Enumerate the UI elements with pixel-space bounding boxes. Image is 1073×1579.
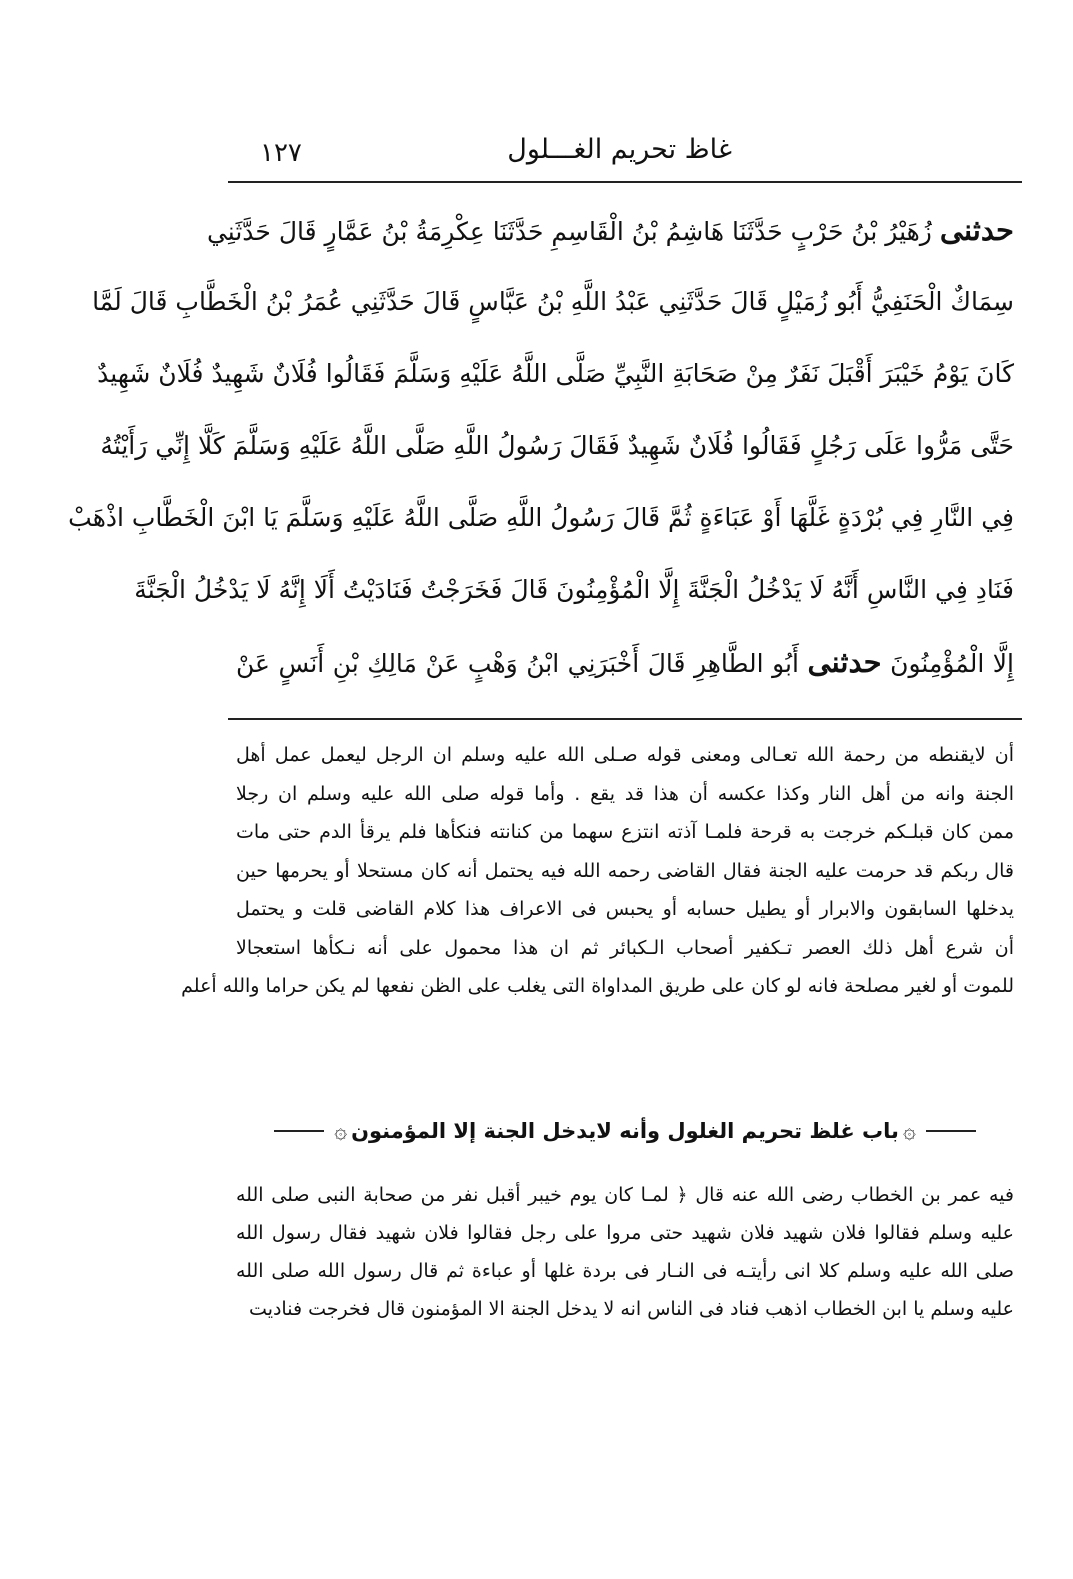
section-rule <box>228 718 1022 720</box>
commentary-line: أن شرع أهل ذلك العصر تـكفير أصحاب الـكبائر ثم ان هذا محمول على أنه نـكأها استعجالا <box>236 936 1014 959</box>
commentary-line: للموت أو لغير مصلحة فانه لو كان على طريق المداواة التى يغلب على الظن نفعها لم يكن حراما والله أعلم <box>181 975 1014 997</box>
commentary-line: الجنة وانه من أهل النار وكذا عكسه أن هذا قد يقع . وأما قوله صلى الله عليه وسلم ان رجلا <box>236 782 1014 805</box>
commentary-line: قال ربكم قد حرمت عليه الجنة فقال القاضى رحمه الله فيه يحتمل أنه كان مستحلا أو يحرمها حين <box>236 859 1014 882</box>
hadith-line: فِي النَّارِ فِي بُرْدَةٍ غَلَّهَا أَوْ عَبَاءَةٍ ثُمَّ قَالَ رَسُولُ اللَّهِ صَلَّى اللَّهُ عَلَيْهِ وَسَلَّمَ يَا ابْنَ الْخَطَّابِ اذْهَبْ <box>68 503 1014 532</box>
page-header <box>228 128 1022 176</box>
hadith-line: كَانَ يَوْمُ خَيْبَرَ أَقْبَلَ نَفَرٌ مِنْ صَحَابَةِ النَّبِيِّ صَلَّى اللَّهُ عَلَيْهِ وَسَلَّمَ فَقَالُوا فُلَانٌ شَهِيدٌ فُلَانٌ شَهِيدٌ <box>97 359 1014 388</box>
summary-line: عليه وسلم فقالوا فلان شهيد فلان شهيد حتى مروا على رجل فقالوا فلان شهيد فقال رسول الله <box>236 1222 1014 1244</box>
hadith-line <box>236 626 1014 698</box>
summary-line: عليه وسلم يا ابن الخطاب اذهب فناد فى الناس انه لا يدخل الجنة الا المؤمنون قال فخرجت فناديت <box>249 1298 1014 1320</box>
hadith-text <box>68 194 1014 698</box>
summary-line: فيه عمر بن الخطاب رضى الله عنه قال ﴿ لمـا كان يوم خيبر أقبل نفر من صحابة النبى صلى الله <box>236 1184 1014 1206</box>
hadith-line: فَنَادِ فِي النَّاسِ أَنَّهُ لَا يَدْخُلُ الْجَنَّةَ إِلَّا الْمُؤْمِنُونَ قَالَ فَخَرَجْتُ فَنَادَيْتُ أَلَا إِنَّهُ لَا يَدْخُلُ الْجَنَّةَ <box>134 575 1014 604</box>
hadith-line-text: إِلَّا الْمُؤْمِنُونَ <box>890 649 1014 678</box>
hadith-keyword: حدثنى <box>807 645 882 679</box>
hadith-line: سِمَاكٌ الْحَنَفِيُّ أَبُو زُمَيْلٍ قَالَ حَدَّثَنِي عَبْدُ اللَّهِ بْنُ عَبَّاسٍ قَالَ حَدَّثَنِي عُمَرُ بْنُ الْخَطَّابِ قَالَ لَمَّا <box>92 287 1014 316</box>
hadith-line-text: أَبُو الطَّاهِرِ قَالَ أَخْبَرَنِي ابْنُ وَهْبٍ عَنْ مَالِكِ بْنِ أَنَسٍ عَنْ <box>236 649 799 678</box>
commentary-line: ممن كان قبلـكم خرجت به قرحة فلمـا آذته انتزع سهما من كنانته فنكأها فلم يرقأ الدم حتى مات <box>236 821 1014 843</box>
header-rule <box>228 181 1022 183</box>
heading-dash <box>274 1130 324 1132</box>
heading-dash <box>926 1130 976 1132</box>
chapter-title: باب غلظ تحريم الغلول وأنه لايدخل الجنة إلا المؤمنون <box>351 1119 899 1143</box>
commentary-line: أن لايقنطه من رحمة الله تعـالى ومعنى قوله صـلى الله عليه وسلم ان الرجل ليعمل عمل أهل <box>236 744 1014 766</box>
running-title: غاظ تحريم الغـــلول <box>507 134 732 165</box>
hadith-line <box>206 194 1014 266</box>
hadith-line: حَتَّى مَرُّوا عَلَى رَجُلٍ فَقَالُوا فُلَانٌ شَهِيدٌ فَقَالَ رَسُولُ اللَّهِ صَلَّى اللَّهُ عَلَيْهِ وَسَلَّمَ كَلَّا إِنِّي رَأَيْتُهُ <box>100 431 1014 460</box>
chapter-summary <box>236 1176 1014 1328</box>
summary-line: صلى الله عليه وسلم كلا انى رأيتـه فى النـار فى بردة غلها أو عباءة ثم قال رسول الله صلى الله <box>236 1260 1014 1282</box>
ornament-icon: ۞ <box>334 1118 348 1144</box>
commentary-text <box>181 736 1014 1006</box>
hadith-line-text: زُهَيْرُ بْنُ حَرْبٍ حَدَّثَنَا هَاشِمُ بْنُ الْقَاسِمِ حَدَّثَنَا عِكْرِمَةُ بْنُ عَمَّارٍ قَالَ حَدَّثَنِي <box>206 217 932 246</box>
commentary-line: يدخلها السابقون والابرار أو يطيل حسابه أو يحبس فى الاعراف هذا كلام القاضى قلت و يحتمل <box>236 898 1014 920</box>
page-number: ١٢٧ <box>260 138 302 168</box>
chapter-heading <box>236 1108 1014 1154</box>
ornament-icon: ۞ <box>902 1118 916 1144</box>
hadith-keyword: حدثنى <box>939 213 1014 247</box>
